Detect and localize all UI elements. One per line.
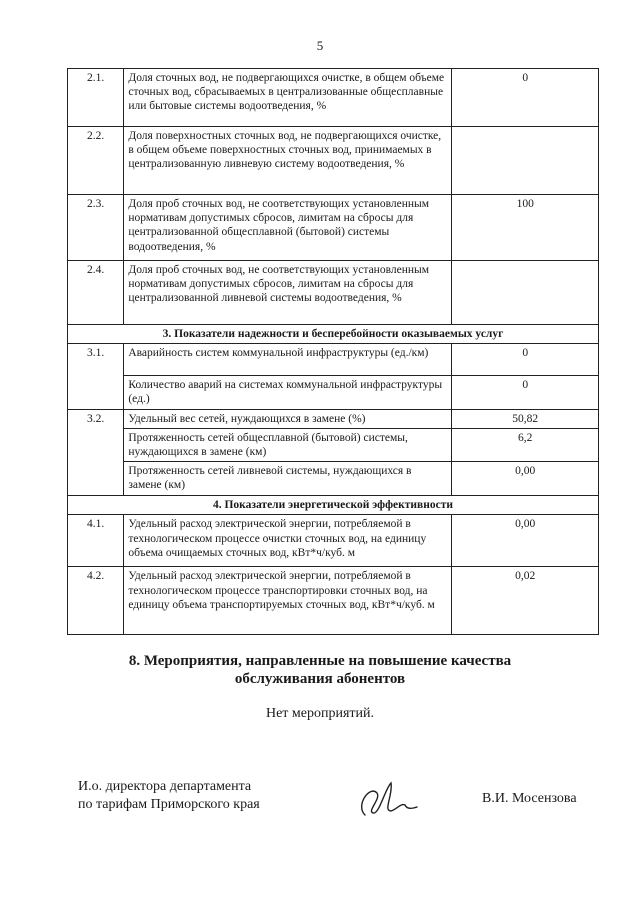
row-value: 0 bbox=[452, 376, 599, 409]
table-row bbox=[68, 376, 599, 409]
page-number: 5 bbox=[316, 38, 324, 53]
row-value: 0,02 bbox=[452, 567, 599, 635]
signature-image bbox=[345, 775, 425, 825]
row-number: 2.1. bbox=[68, 69, 124, 127]
row-number: 2.4. bbox=[68, 261, 124, 325]
table-row bbox=[68, 195, 599, 261]
table-row bbox=[68, 567, 599, 635]
signer-position-line: по тарифам Приморского края bbox=[78, 797, 260, 812]
row-description: Удельный расход электрической энергии, потребляемой в технологическом процессе очистки сточных вод, на единицу объема очищаемых сточных вод, кВт*ч/куб. м bbox=[124, 515, 452, 567]
table-row bbox=[68, 261, 599, 325]
table-row bbox=[68, 428, 599, 461]
section-header-row bbox=[68, 325, 599, 344]
row-description: Удельный расход электрической энергии, потребляемой в технологическом процессе транспортировки сточных вод, на единицу объема транспортируемых сточных вод, кВт*ч/куб. м bbox=[124, 567, 452, 635]
row-description: Доля сточных вод, не подвергающихся очистке, в общем объеме сточных вод, сбрасываемых в централизованные общесплавные или бытовые системы водоотведения, % bbox=[124, 69, 452, 127]
section-4-title: 4. Показатели энергетической эффективности bbox=[68, 496, 599, 515]
signer-name: В.И. Мосензова bbox=[482, 791, 577, 806]
row-value: 0,00 bbox=[452, 515, 599, 567]
row-description: Аварийность систем коммунальной инфраструктуры (ед./км) bbox=[124, 344, 452, 376]
row-number: 2.3. bbox=[68, 195, 124, 261]
table-row bbox=[68, 515, 599, 567]
table-row bbox=[68, 409, 599, 428]
row-value: 0,00 bbox=[452, 462, 599, 496]
indicators-table bbox=[67, 68, 599, 635]
section-header-row bbox=[68, 496, 599, 515]
section-3-title: 3. Показатели надежности и бесперебойности оказываемых услуг bbox=[68, 325, 599, 344]
table-row bbox=[68, 127, 599, 195]
row-description: Протяженность сетей ливневой системы, нуждающихся в замене (км) bbox=[124, 462, 452, 496]
row-value: 6,2 bbox=[452, 428, 599, 461]
row-number: 3.2. bbox=[68, 409, 124, 496]
row-number: 2.2. bbox=[68, 127, 124, 195]
table-row bbox=[68, 462, 599, 496]
row-number: 4.2. bbox=[68, 567, 124, 635]
row-description: Доля проб сточных вод, не соответствующих установленным нормативам допустимых сбросов, лимитам на сбросы для централизованной общесплавной (бытовой) системы водоотведения, % bbox=[124, 195, 452, 261]
row-number: 4.1. bbox=[68, 515, 124, 567]
row-value: 0 bbox=[452, 344, 599, 376]
signer-position-line: И.о. директора департамента bbox=[78, 779, 252, 794]
no-events-text: Нет мероприятий. bbox=[265, 706, 375, 721]
row-description: Протяженность сетей общесплавной (бытовой) системы, нуждающихся в замене (км) bbox=[124, 428, 452, 461]
row-value: 100 bbox=[452, 195, 599, 261]
row-description: Доля проб сточных вод, не соответствующих установленным нормативам допустимых сбросов, лимитам на сбросы для централизованной ливневой системы водоотведения, % bbox=[124, 261, 452, 325]
row-value bbox=[452, 261, 599, 325]
row-number: 3.1. bbox=[68, 344, 124, 409]
row-value bbox=[452, 127, 599, 195]
row-value: 50,82 bbox=[452, 409, 599, 428]
section-8-heading bbox=[0, 652, 640, 688]
heading-line: обслуживания абонентов bbox=[234, 671, 406, 687]
heading-line: 8. Мероприятия, направленные на повышение качества bbox=[128, 653, 512, 669]
row-description: Доля поверхностных сточных вод, не подвергающихся очистке, в общем объеме поверхностных сточных вод, принимаемых в централизованную ливневую систему водоотведения, % bbox=[124, 127, 452, 195]
table-row bbox=[68, 344, 599, 376]
signer-position bbox=[78, 778, 260, 814]
row-description: Удельный вес сетей, нуждающихся в замене (%) bbox=[124, 409, 452, 428]
row-value: 0 bbox=[452, 69, 599, 127]
row-description: Количество аварий на системах коммунальной инфраструктуры (ед.) bbox=[124, 376, 452, 409]
table-row bbox=[68, 69, 599, 127]
